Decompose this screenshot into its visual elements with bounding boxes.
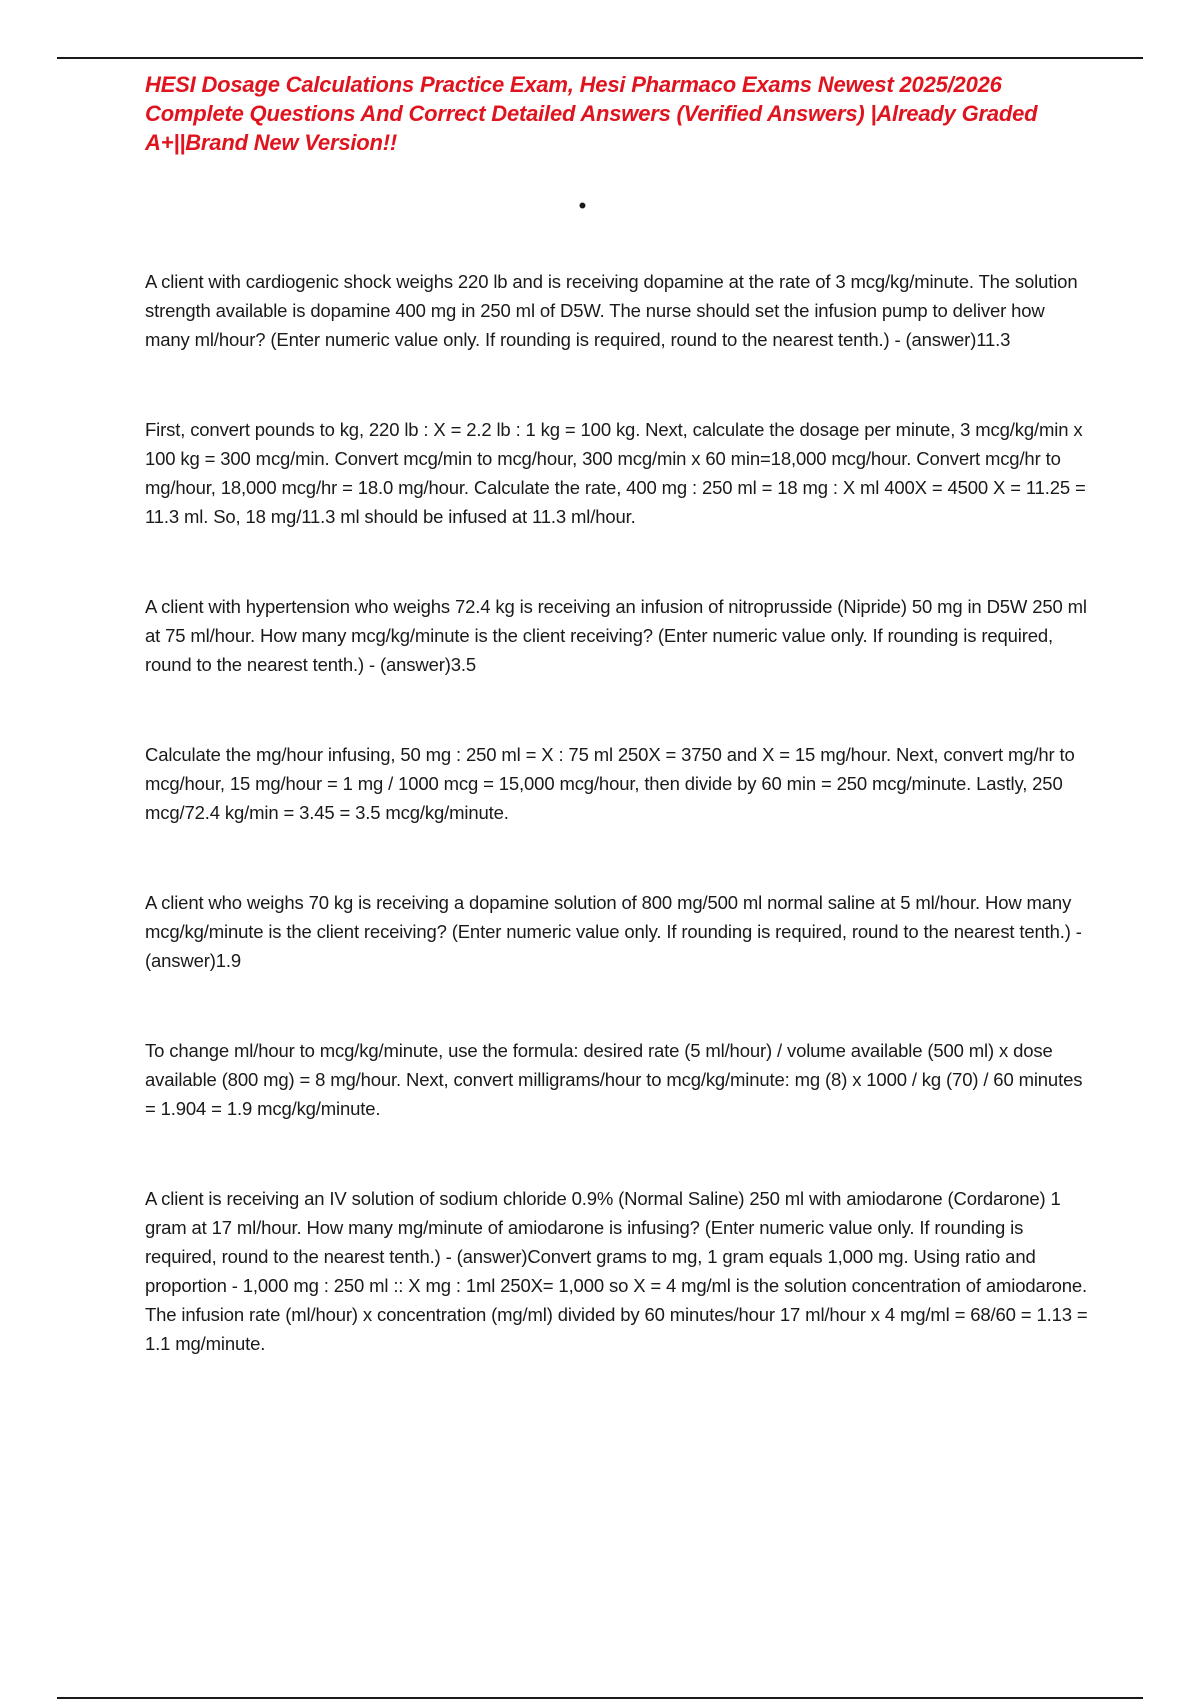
question-4: A client is receiving an IV solution of sodium chloride 0.9% (Normal Saline) 250 ml with amiodarone (Cordarone) 1 gram at 17 ml/hour. How many mg/minute of amiodarone is infusing? (Enter numeric value only. If rounding is required, round to the nearest tenth.) - (answer)Convert grams to mg, 1 gram equals 1,000 mg. Using ratio and proportion - 1,000 mg : 250 ml :: X mg : 1ml 250X= 1,000 so X = 4 mg/ml is the solution concentration of amiodarone. The infusion rate (ml/hour) x concentration (mg/ml) divided by 60 minutes/hour 17 ml/hour x 4 mg/ml = 68/60 = 1.13 = 1.1 mg/minute. (145, 1188, 1088, 1354)
document-title: HESI Dosage Calculations Practice Exam, Hesi Pharmaco Exams Newest 2025/2026 Complete Questions And Correct Detailed Answers (Verified Answers) |Already Graded A+||Brand New Version!! (145, 72, 1038, 155)
document-body (145, 70, 1090, 1419)
bottom-rule (57, 1697, 1143, 1699)
bullet-point: • (578, 193, 587, 218)
explanation-1: First, convert pounds to kg, 220 lb : X = 2.2 lb : 1 kg = 100 kg. Next, calculate the dosage per minute, 3 mcg/kg/min x 100 kg = 300 mcg/min. Convert mcg/min to mcg/hour, 300 mcg/min x 60 min=18,000 mcg/hour. Convert mcg/hr to mg/hour, 18,000 mcg/hr = 18.0 mg/hour. Calculate the rate, 400 mg : 250 ml = 18 mg : X ml 400X = 4500 X = 11.25 = 11.3 ml. So, 18 mg/11.3 ml should be infused at 11.3 ml/hour. (145, 419, 1086, 527)
question-2: A client with hypertension who weighs 72.4 kg is receiving an infusion of nitroprusside (Nipride) 50 mg in D5W 250 ml at 75 ml/hour. How many mcg/kg/minute is the client receiving? (Enter numeric value only. If rounding is required, round to the nearest tenth.) - (answer)3.5 (145, 596, 1087, 675)
top-rule (57, 57, 1143, 59)
explanation-3: To change ml/hour to mcg/kg/minute, use the formula: desired rate (5 ml/hour) / volume available (500 ml) x dose available (800 mg) = 8 mg/hour. Next, convert milligrams/hour to mcg/kg/minute: mg (8) x 1000 / kg (70) / 60 minutes = 1.904 = 1.9 mcg/kg/minute. (145, 1040, 1083, 1119)
question-1: A client with cardiogenic shock weighs 220 lb and is receiving dopamine at the rate of 3 mcg/kg/minute. The solution strength available is dopamine 400 mg in 250 ml of D5W. The nurse should set the infusion pump to deliver how many ml/hour? (Enter numeric value only. If rounding is required, round to the nearest tenth.) - (answer)11.3 (145, 271, 1078, 350)
question-3: A client who weighs 70 kg is receiving a dopamine solution of 800 mg/500 ml normal saline at 5 ml/hour. How many mcg/kg/minute is the client receiving? (Enter numeric value only. If rounding is required, round to the nearest tenth.) - (answer)1.9 (145, 892, 1082, 971)
explanation-2: Calculate the mg/hour infusing, 50 mg : 250 ml = X : 75 ml 250X = 3750 and X = 15 mg/hour. Next, convert mg/hr to mcg/hour, 15 mg/hour = 1 mg / 1000 mcg = 15,000 mcg/hour, then divide by 60 min = 250 mcg/minute. Lastly, 250 mcg/72.4 kg/min = 3.45 = 3.5 mcg/kg/minute. (145, 744, 1075, 823)
qa-entries (145, 267, 1090, 1358)
